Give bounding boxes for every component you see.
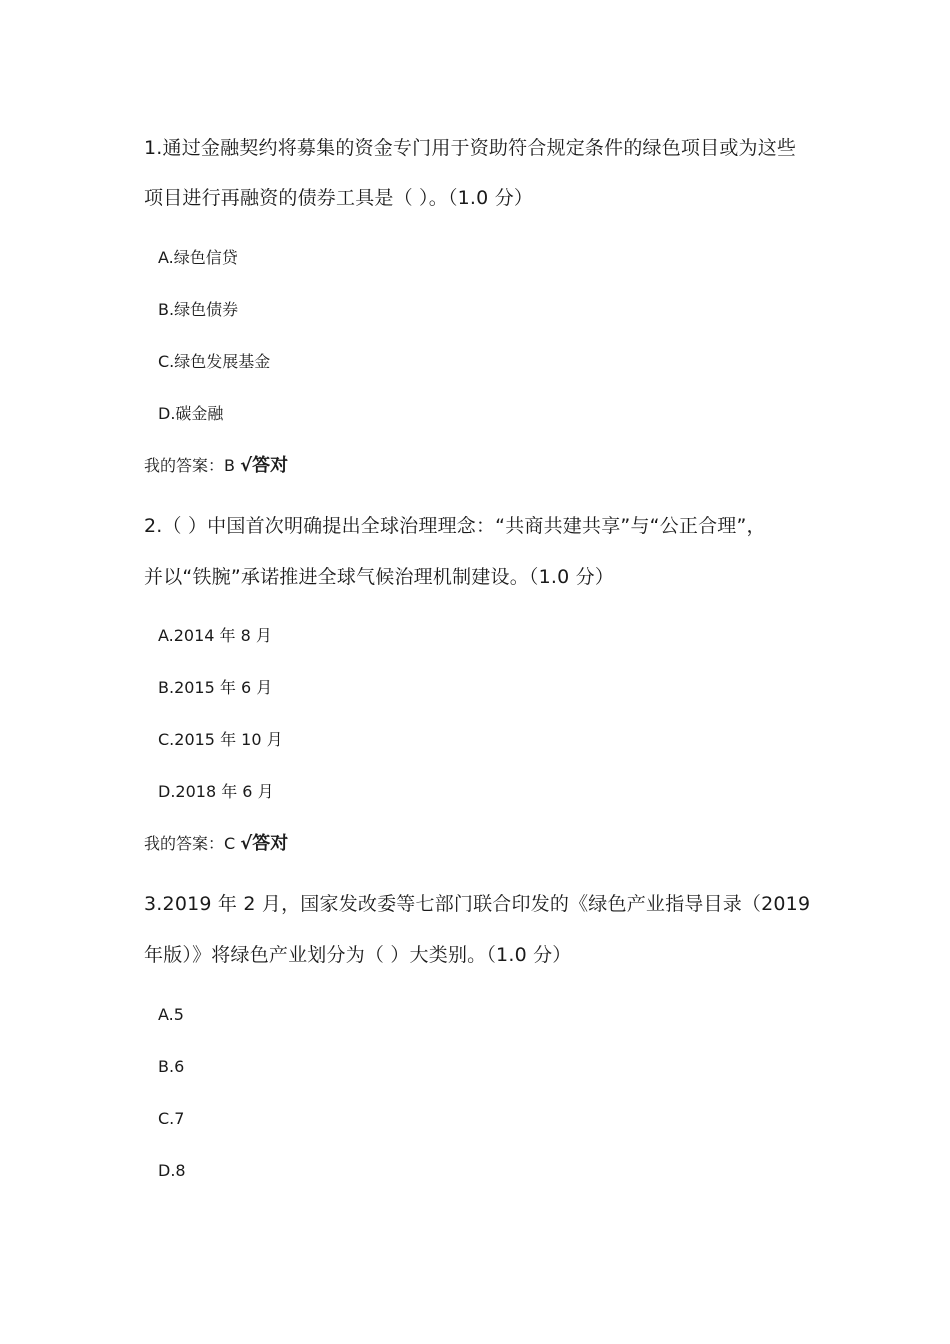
- question-1-answer: [144, 455, 288, 477]
- question-3-text-line-1: 3.2019 年 2 月，国家发改委等七部门联合印发的《绿色产业指导目录（2019: [144, 893, 811, 915]
- question-2-option-b: B.2015 年 6 月: [158, 678, 273, 697]
- question-2-option-a: A.2014 年 8 月: [158, 626, 272, 645]
- question-3-text-line-2: 年版）》将绿色产业划分为（ ）大类别。（1.0 分）: [144, 944, 572, 966]
- question-3-option-b: B.6: [158, 1057, 185, 1076]
- question-1-option-a: A.绿色信贷: [158, 248, 238, 267]
- question-2-option-d: D.2018 年 6 月: [158, 782, 274, 801]
- question-3-option-a: A.5: [158, 1005, 184, 1024]
- question-1-option-d: D.碳金融: [158, 404, 224, 423]
- question-3-option-d: D.8: [158, 1161, 186, 1180]
- question-3-option-c: C.7: [158, 1109, 185, 1128]
- question-2-verdict: √答对: [240, 833, 289, 854]
- question-1-text-line-2: 项目进行再融资的债券工具是（ ）。（1.0 分）: [144, 187, 534, 209]
- question-2-text-line-1: 2.（ ）中国首次明确提出全球治理理念：“共商共建共享”与“公正合理”，: [144, 515, 766, 537]
- question-1-text-line-1: 1.通过金融契约将募集的资金专门用于资助符合规定条件的绿色项目或为这些: [144, 137, 797, 159]
- question-1-answer-label: 我的答案：B: [144, 456, 235, 475]
- question-1-verdict: √答对: [240, 455, 289, 476]
- question-2-answer: [144, 833, 288, 855]
- question-2-answer-label: 我的答案：C: [144, 834, 236, 853]
- question-1-option-b: B.绿色债券: [158, 300, 239, 319]
- question-2-text-line-2: 并以“铁腕”承诺推进全球气候治理机制建设。（1.0 分）: [144, 566, 615, 588]
- question-2-option-c: C.2015 年 10 月: [158, 730, 283, 749]
- question-1-option-c: C.绿色发展基金: [158, 352, 271, 371]
